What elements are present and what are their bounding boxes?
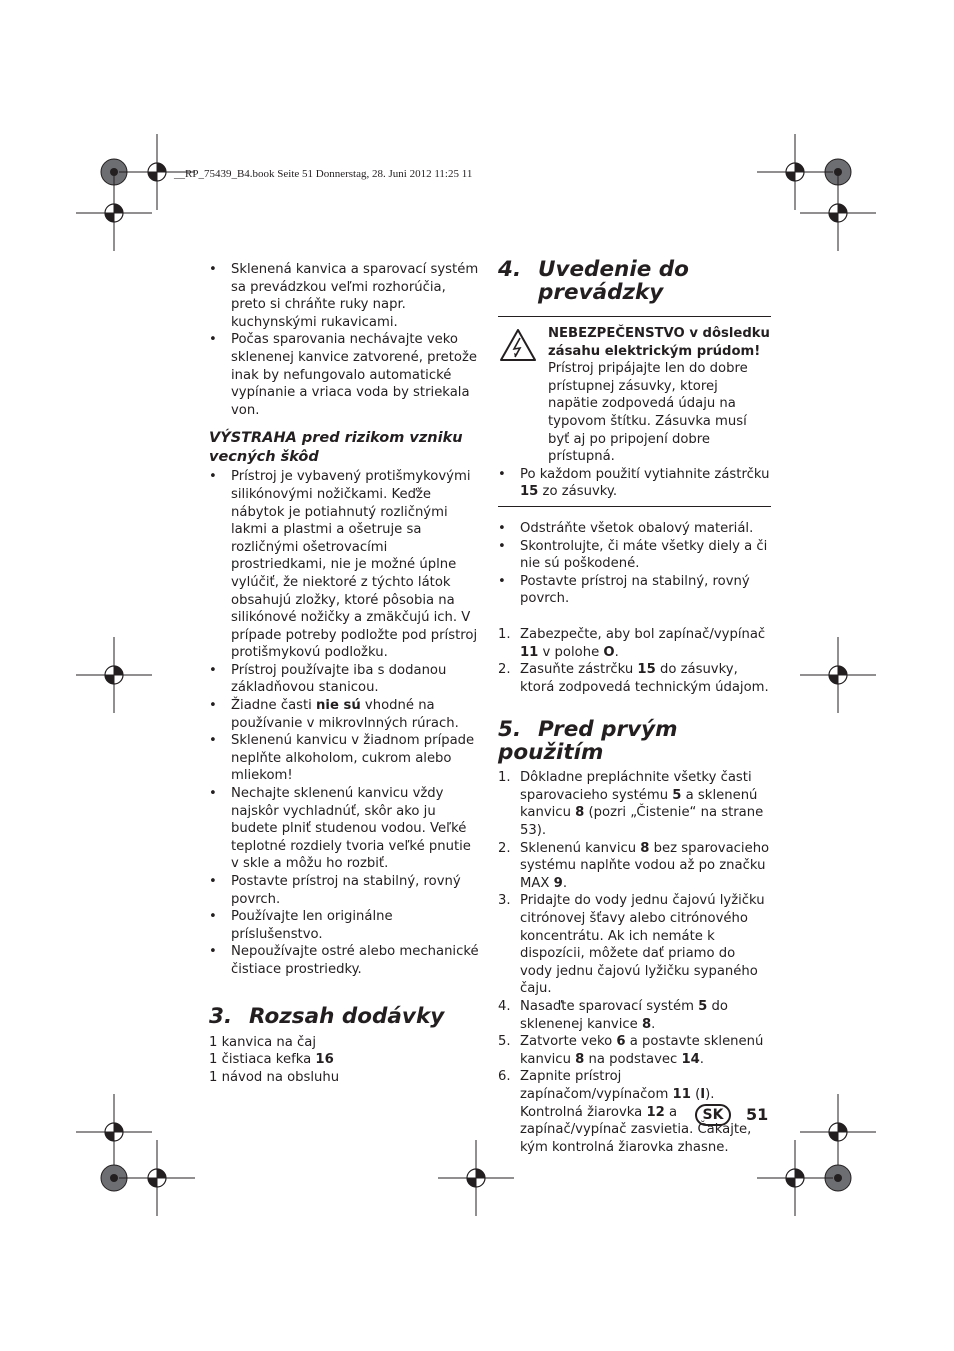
text-run: Sklenenú kanvicu xyxy=(520,840,641,856)
step-number: 1. xyxy=(498,626,511,642)
text-run: a zapínač/vypínač zasvietia. Čakajte, kým kontrolná žiarovka zhasne. xyxy=(520,1104,752,1155)
text-run: do sklenenej kanvice xyxy=(520,999,728,1032)
registration-cross-mark xyxy=(76,637,152,713)
section-number: 4. xyxy=(498,257,522,282)
delivery-text: 1 návod na obsluhu xyxy=(209,1069,340,1085)
registration-cross-mark xyxy=(438,1140,514,1216)
print-header: __RP_75439_B4.book Seite 51 Donnerstag, 28. Juni 2012 11:25 11 xyxy=(174,168,473,180)
danger-title: NEBEZPEČENSTVO v dôsledku zásahu elektrickým prúdom! xyxy=(548,326,770,359)
registration-cross-mark xyxy=(800,175,876,251)
text-run-bold: 11 xyxy=(520,644,539,660)
text-run: Zabezpečte, aby bol zapínač/vypínač xyxy=(520,626,766,642)
text-run: bez sparovacieho systému naplňte vodou až po značku MAX xyxy=(520,840,770,891)
list-item: • Sklenenú kanvicu v žiadnom prípade neplňte alkoholom, cukrom alebo mliekom! xyxy=(209,732,481,785)
text-run-bold: 5 xyxy=(698,999,708,1014)
text-run-bold: 6 xyxy=(616,1034,626,1050)
text-run: ( xyxy=(690,1086,701,1102)
text-run: vhodné na používanie v mikrovlnných rúrach. xyxy=(231,698,459,731)
text-run: Dôkladne prepláchnite všetky časti sparovacieho systému xyxy=(520,770,752,803)
section-number: 5. xyxy=(498,717,522,743)
text-run-bold: 15 xyxy=(637,662,656,678)
page-number: 51 xyxy=(746,1105,769,1124)
text-run: Nasaďte sparovací systém xyxy=(520,999,699,1014)
registration-cross-mark xyxy=(119,134,195,210)
text-run: na podstavec xyxy=(584,1051,682,1067)
text-run: . xyxy=(614,644,619,660)
text-run: Pridajte do vody jednu čajovú lyžičku citrónovej šťavy alebo citrónového koncentrátu. Ak ich nemáte k dispozícii, môžete dať priamo do vody jednu čajovú lyžičku sypaného čaju. xyxy=(520,893,765,997)
text-run-bold: O xyxy=(603,644,615,660)
section-title: Rozsah dodávky xyxy=(249,1003,445,1029)
list-item: • Odstráňte všetok obalový materiál. xyxy=(498,520,771,538)
section-title-line: prevádzky xyxy=(538,280,664,305)
list-item: • Nechajte sklenenú kanvicu vždy najskôr vychladnúť, skôr ako ju budete plniť studenou vodou. Veľké teplotné rozdiely tvoria veľké pnutie v skle a môžu ho rozbiť. xyxy=(209,785,481,873)
registration-cross-mark xyxy=(757,1140,833,1216)
text-run-bold: I xyxy=(700,1086,706,1102)
list-item: • Skontrolujte, či máte všetky diely a či nie sú poškodené. xyxy=(498,538,771,573)
registration-cross-mark xyxy=(800,637,876,713)
step-number: 2. xyxy=(498,662,511,678)
registration-cross-mark xyxy=(119,1140,195,1216)
text-run: v polohe xyxy=(538,644,604,660)
text-run-bold: 8 xyxy=(640,840,650,856)
text-run: Žiadne časti xyxy=(231,698,317,714)
list-item: • Sklenená kanvica a sparovací systém sa prevádzkou veľmi rozhorúčia, preto si chráňte ruky napr. kuchynskými rukavicami. xyxy=(209,261,481,331)
text-run: (pozri „Čistenie“ na strane 53). xyxy=(520,805,764,839)
text-run-bold: 8 xyxy=(575,1051,585,1067)
text-run: . xyxy=(562,875,568,891)
text-run: Zapnite prístroj zapínačom/vypínačom xyxy=(520,1069,673,1102)
text-run-bold: nie sú xyxy=(316,698,361,714)
text-run-bold: 15 xyxy=(520,484,539,500)
list-item: • Prístroj je vybavený protišmykovými silikónovými nožičkami. Keďže nábytok je potiahnutý rozličnými lakmi a plastmi a ošetruje sa rozličnými ošetrovacími prostriedkami, nie je možné úplne vylúčiť, že niektoré z týchto látok obsahujú zložky, ktoré pôsobia na silikónové nožičky a zmäkčujú ich. V prípade potreby podložte pod prístroj protišmykovú podložku. xyxy=(209,468,481,662)
list-item: • Postavte prístroj na stabilný, rovný povrch. xyxy=(209,873,481,908)
delivery-ref: 16 xyxy=(315,1052,334,1068)
text-run: do zásuvky, ktorá zodpovedá technickým údajom. xyxy=(520,662,769,695)
section-title: Pred prvým použitím xyxy=(498,717,678,766)
text-run: Po každom použití vytiahnite zástrčku xyxy=(520,466,770,482)
registration-cross-mark xyxy=(757,134,833,210)
danger-text: Prístroj pripájajte len do dobre prístupnej zásuvky, ktorej napätie zodpovedá údaju na typovom štítku. Zásuvka musí byť aj po pripojení dobre prístupná. xyxy=(548,361,748,465)
registration-cross-mark xyxy=(76,175,152,251)
registration-cross-mark xyxy=(800,1094,876,1170)
text-run: zo zásuvky. xyxy=(538,484,618,500)
delivery-text: 1 kanvica na čaj xyxy=(209,1034,317,1050)
text-run-bold: 14 xyxy=(681,1051,700,1067)
text-run: a postavte sklenenú kanvicu xyxy=(520,1034,764,1067)
list-item: • Nepoužívajte ostré alebo mechanické čistiace prostriedky. xyxy=(209,943,481,978)
language-badge: SK xyxy=(695,1104,731,1126)
text-run-bold: 8 xyxy=(575,805,585,821)
list-item: • Používajte len originálne príslušenstvo. xyxy=(209,908,481,943)
step-number: 3. xyxy=(498,893,511,909)
text-run: . xyxy=(699,1051,704,1067)
text-run-bold: 9 xyxy=(553,875,563,891)
text-run: a sklenenú kanvicu xyxy=(520,787,758,821)
step-number: 4. xyxy=(498,999,511,1014)
registration-cross-mark xyxy=(76,1094,152,1170)
text-run-bold: 11 xyxy=(672,1086,691,1102)
list-item: • Postavte prístroj na stabilný, rovný povrch. xyxy=(498,573,771,608)
text-run-bold: 8 xyxy=(641,1016,652,1032)
list-item: • Prístroj používajte iba s dodanou základňovou stanicou. xyxy=(209,662,481,697)
section-number: 3. xyxy=(209,1003,233,1029)
list-item: • Počas sparovania nechávajte veko sklenenej kanvice zatvorené, pretože inak by nefungovalo automatické vypínanie a vriaca voda by striekala von. xyxy=(209,331,481,419)
text-run: Zasuňte zástrčku xyxy=(520,662,638,678)
section-title-line: Uvedenie do xyxy=(538,257,689,282)
text-run: Zatvorte veko xyxy=(520,1034,617,1050)
text-run-bold: 12 xyxy=(646,1104,665,1120)
step-number: 1. xyxy=(498,770,511,786)
step-number: 2. xyxy=(498,840,511,856)
text-run: . xyxy=(651,1016,656,1032)
text-run: ). Kontrolná žiarovka xyxy=(520,1086,715,1120)
step-number: 5. xyxy=(498,1034,511,1050)
step-number: 6. xyxy=(498,1069,511,1085)
warning-heading: VÝSTRAHA pred rizikom vzniku vecných škôd xyxy=(209,430,463,466)
text-run-bold: 5 xyxy=(672,787,682,803)
delivery-text: 1 čistiaca kefka xyxy=(209,1052,316,1068)
